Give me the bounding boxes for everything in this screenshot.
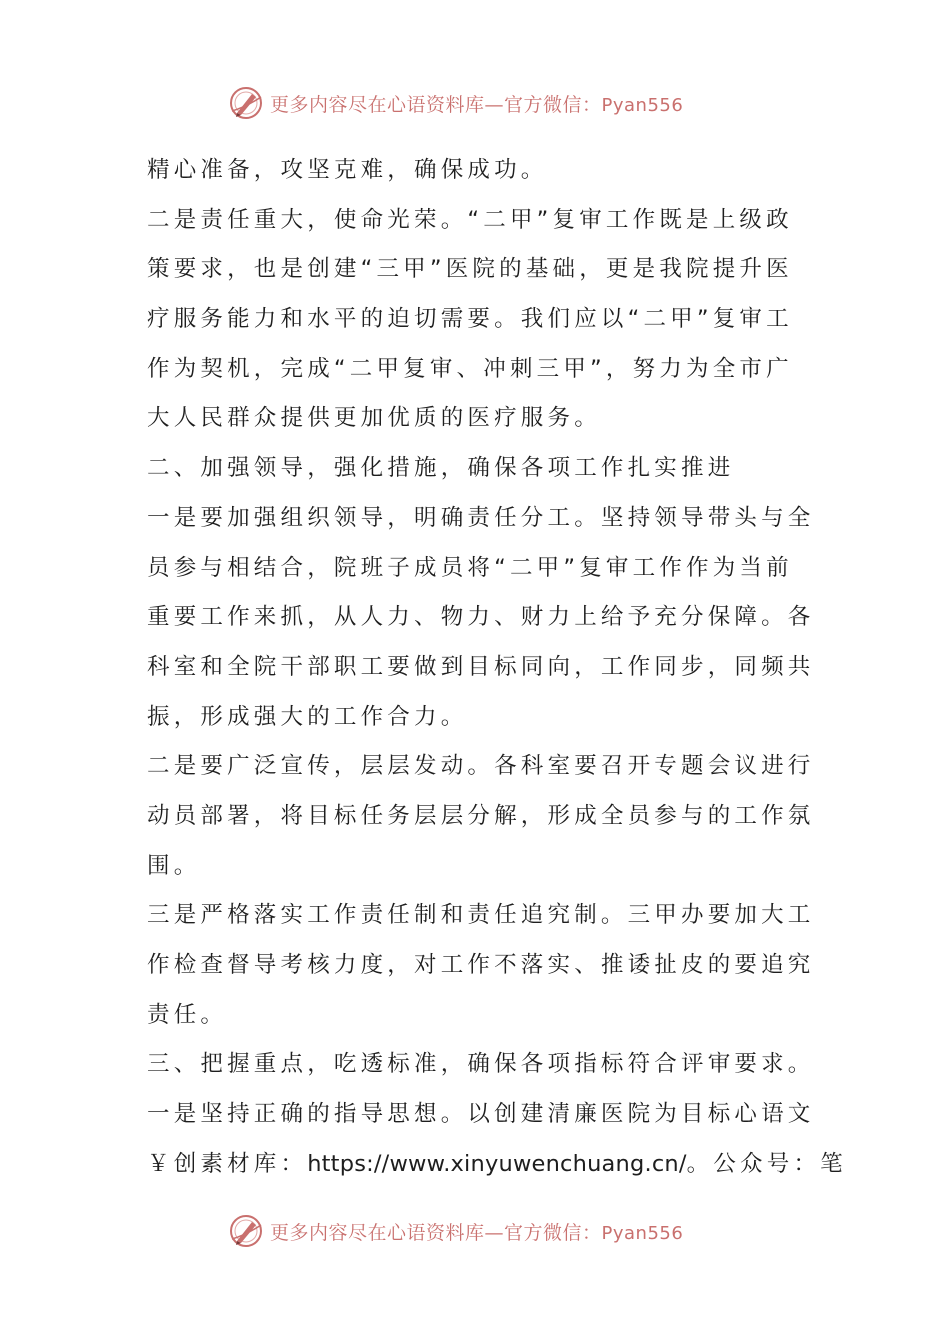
text-line: 责任。	[147, 1001, 228, 1028]
wechat-id: Pyan556	[601, 1222, 684, 1244]
text-line: 三是严格落实工作责任制和责任追究制。三甲办要加大工	[147, 902, 815, 929]
text-line: 二是要广泛宣传，层层发动。各科室要召开专题会议进行	[147, 753, 815, 780]
text-line: 科室和全院干部职工要做到目标同向，工作同步，同频共	[147, 653, 815, 680]
header-banner	[228, 83, 683, 123]
pen-circle-logo-icon	[228, 1213, 264, 1249]
section-heading: 三、把握重点，吃透标准，确保各项指标符合评审要求。	[147, 1051, 815, 1078]
pen-circle-logo-icon	[228, 85, 264, 121]
wechat-id: Pyan556	[601, 94, 684, 116]
text-line: 二是责任重大，使命光荣。“二甲”复审工作既是上级政	[147, 206, 793, 233]
banner-main-text: 更多内容尽在心语资料库—官方微信：	[270, 93, 602, 116]
text-line: 一是要加强组织领导，明确责任分工。坚持领导带头与全	[147, 504, 815, 531]
text-line: 动员部署，将目标任务层层分解，形成全员参与的工作氛	[147, 802, 815, 829]
website-link[interactable]: https://www.xinyuwenchuang.cn/	[307, 1150, 687, 1177]
line-prefix: ￥创素材库：	[147, 1150, 308, 1177]
text-line: 大人民群众提供更加优质的医疗服务。	[147, 405, 601, 432]
document-body	[147, 146, 847, 1189]
text-line: 围。	[147, 852, 201, 879]
line-suffix: 。公众号：笔	[686, 1150, 847, 1177]
text-line: 作检查督导考核力度，对工作不落实、推诿扯皮的要追究	[147, 952, 815, 978]
footer-banner	[228, 1211, 683, 1251]
banner-main-text: 更多内容尽在心语资料库—官方微信：	[270, 1221, 602, 1244]
text-line: 重要工作来抓，从人力、物力、财力上给予充分保障。各	[147, 604, 815, 631]
text-line: 策要求，也是创建“三甲”医院的基础，更是我院提升医	[147, 256, 793, 283]
banner-text	[270, 1218, 683, 1245]
text-line: 振，形成强大的工作合力。	[147, 703, 468, 730]
text-line: 精心准备，攻坚克难，确保成功。	[147, 157, 548, 183]
text-line: 疗服务能力和水平的迫切需要。我们应以“二甲”复审工	[147, 306, 793, 333]
text-line: 作为契机，完成“二甲复审、冲刺三甲”，努力为全市广	[147, 355, 793, 382]
banner-text	[270, 90, 683, 117]
text-line: 员参与相结合，院班子成员将“二甲”复审工作作为当前	[147, 554, 793, 581]
section-heading: 二、加强领导，强化措施，确保各项工作扎实推进	[147, 455, 735, 482]
text-line: 一是坚持正确的指导思想。以创建清廉医院为目标心语文	[147, 1101, 815, 1128]
text-line-with-url	[147, 1140, 847, 1190]
